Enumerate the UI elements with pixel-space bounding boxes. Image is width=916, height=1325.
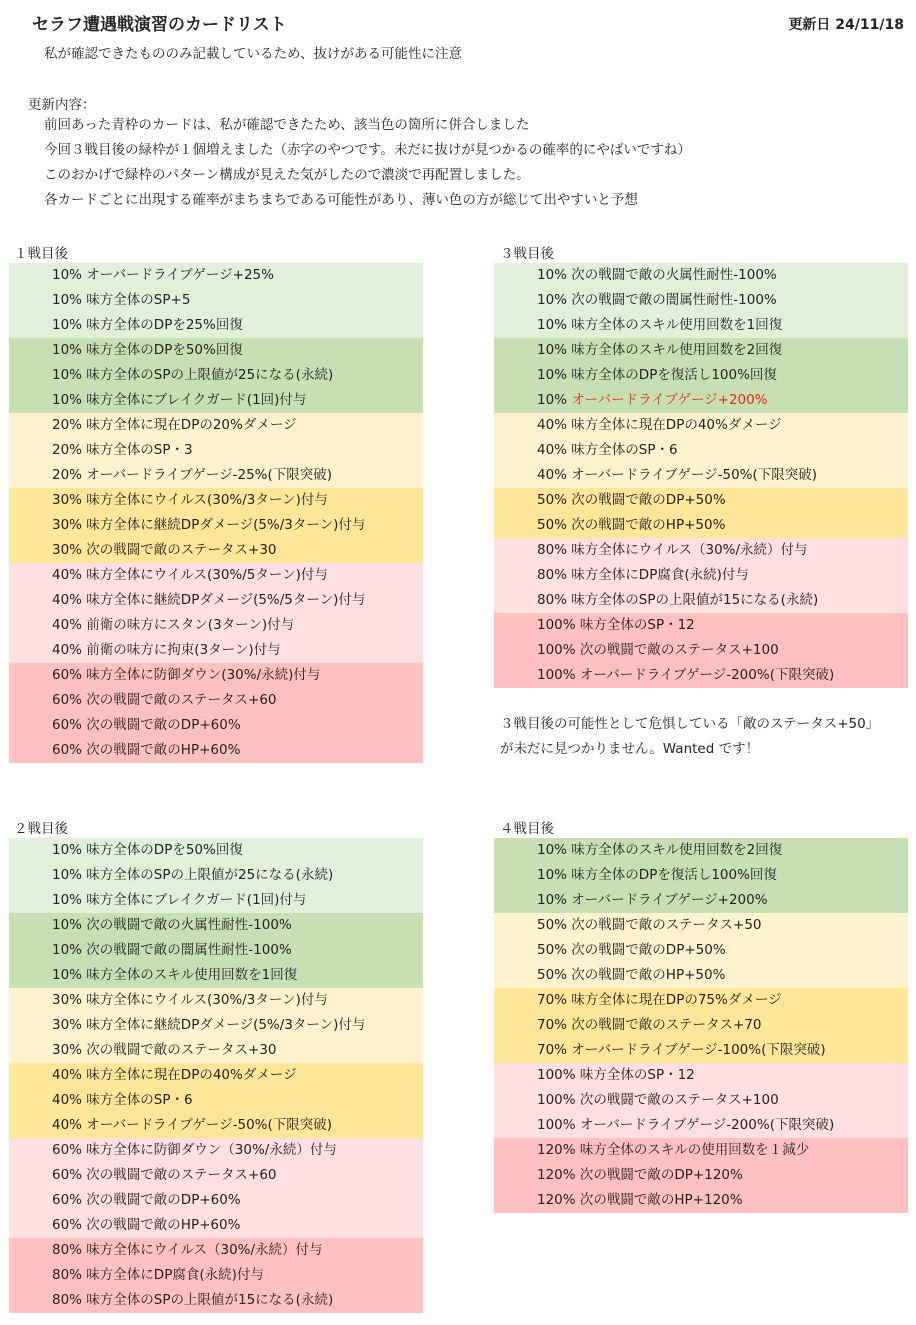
card-row: 80% 味方全体にウイルス（30%/永続）付与 [494,538,908,563]
card-row: 10% 味方全体のSPの上限値が25になる(永続) [9,863,423,888]
card-row: 60% 味方全体に防御ダウン(30%/永続)付与 [9,663,423,688]
note-item: 今回３戦目後の緑枠が１個増えました（赤字のやつです。未だに抜けが見つかるの確率的にやばいですね） [44,142,691,158]
card-list-battle-3 [494,263,908,688]
note-item: このおかげで緑枠のパターン構成が見えた気がしたので濃淡で再配置しました。 [44,167,530,183]
card-row: 30% 次の戦闘で敵のステータス+30 [9,1038,423,1063]
card-row: 60% 味方全体に防御ダウン（30%/永続）付与 [9,1138,423,1163]
note-item: 前回あった青枠のカードは、私が確認できたため、該当色の箇所に併合しました [44,117,530,133]
section-title-battle-2: ２戦目後 [14,821,68,837]
card-row: 100% オーバードライブゲージ-200%(下限突破) [494,1113,908,1138]
card-row: 100% 味方全体のSP・12 [494,1063,908,1088]
card-row: 30% 味方全体に継続DPダメージ(5%/3ターン)付与 [9,513,423,538]
card-row: 120% 次の戦闘で敵のHP+120% [494,1188,908,1213]
card-row: 40% 前衛の味方にスタン(3ターン)付与 [9,613,423,638]
card-row-highlighted [494,388,908,413]
card-row: 40% 味方全体のSP・6 [9,1088,423,1113]
notes-list [44,118,691,218]
card-row: 10% 味方全体のDPを50%回復 [9,838,423,863]
card-row: 10% 味方全体にブレイクガード(1回)付与 [9,888,423,913]
card-row: 40% 味方全体に現在DPの40%ダメージ [494,413,908,438]
card-row: 10% 味方全体のDPを25%回復 [9,313,423,338]
card-row: 50% 次の戦闘で敵のDP+50% [494,488,908,513]
card-row: 60% 次の戦闘で敵のステータス+60 [9,1163,423,1188]
remark-line: が未だに見つかりません。Wanted です！ [500,741,760,757]
card-list-battle-1 [9,263,423,763]
card-row: 120% 次の戦闘で敵のDP+120% [494,1163,908,1188]
card-row: 20% オーバードライブゲージ-25%(下限突破) [9,463,423,488]
card-row: 10% 次の戦闘で敵の火属性耐性-100% [9,913,423,938]
card-row: 100% 次の戦闘で敵のステータス+100 [494,638,908,663]
card-row: 80% 味方全体にウイルス（30%/永続）付与 [9,1238,423,1263]
card-row: 80% 味方全体にDP腐食(永続)付与 [494,563,908,588]
card-row: 70% 味方全体に現在DPの75%ダメージ [494,988,908,1013]
card-row: 10% 味方全体のDPを復活し100%回復 [494,363,908,388]
card-row: 80% 味方全体のSPの上限値が15になる(永続) [9,1288,423,1313]
card-row: 10% 味方全体のスキル使用回数を1回復 [494,313,908,338]
wanted-remark [500,712,910,762]
card-row: 60% 次の戦闘で敵のHP+60% [9,738,423,763]
card-row: 40% オーバードライブゲージ-50%(下限突破) [494,463,908,488]
card-row: 60% 次の戦闘で敵のDP+60% [9,1188,423,1213]
card-row: 10% 味方全体にブレイクガード(1回)付与 [9,388,423,413]
card-row: 80% 味方全体のSPの上限値が15になる(永続) [494,588,908,613]
card-row: 30% 次の戦闘で敵のステータス+30 [9,538,423,563]
card-row: 40% 味方全体に現在DPの40%ダメージ [9,1063,423,1088]
card-row: 10% 味方全体のDPを50%回復 [9,338,423,363]
section-title-battle-4: ４戦目後 [500,821,554,837]
card-row: 20% 味方全体に現在DPの20%ダメージ [9,413,423,438]
card-row: 60% 次の戦闘で敵のHP+60% [9,1213,423,1238]
card-row: 10% 次の戦闘で敵の闇属性耐性-100% [494,288,908,313]
card-row: 120% 味方全体のスキルの使用回数を１減少 [494,1138,908,1163]
card-row: 10% オーバードライブゲージ+25% [9,263,423,288]
note-item: 各カードごとに出現する確率がまちまちである可能性があり、薄い色の方が総じて出やすいと予想 [44,192,638,208]
card-row: 10% オーバードライブゲージ+200% [494,888,908,913]
card-row: 50% 次の戦闘で敵のDP+50% [494,938,908,963]
card-row: 30% 味方全体にウイルス(30%/3ターン)付与 [9,988,423,1013]
card-row: 40% 味方全体のSP・6 [494,438,908,463]
card-row: 60% 次の戦闘で敵のDP+60% [9,713,423,738]
card-row: 40% 前衛の味方に拘束(3ターン)付与 [9,638,423,663]
card-row: 70% 次の戦闘で敵のステータス+70 [494,1013,908,1038]
card-row: 10% 次の戦闘で敵の闇属性耐性-100% [9,938,423,963]
card-row: 10% 味方全体のスキル使用回数を2回復 [494,838,908,863]
updated-date: 更新日 24/11/18 [788,17,904,33]
card-row: 10% 味方全体のSPの上限値が25になる(永続) [9,363,423,388]
card-row: 40% 味方全体にウイルス(30%/5ターン)付与 [9,563,423,588]
section-title-battle-1: １戦目後 [14,246,68,262]
notes-heading: 更新内容： [28,97,96,113]
card-row: 10% 味方全体のスキル使用回数を1回復 [9,963,423,988]
card-row: 50% 次の戦闘で敵のHP+50% [494,513,908,538]
card-row: 10% 味方全体のSP+5 [9,288,423,313]
card-row: 20% 味方全体のSP・3 [9,438,423,463]
card-row: 30% 味方全体に継続DPダメージ(5%/3ターン)付与 [9,1013,423,1038]
card-list-battle-4 [494,838,908,1213]
page-title: セラフ遭遇戦演習のカードリスト [32,15,287,35]
card-row: 10% 次の戦闘で敵の火属性耐性-100% [494,263,908,288]
card-row: 40% オーバードライブゲージ-50%(下限突破) [9,1113,423,1138]
card-row: 50% 次の戦闘で敵のステータス+50 [494,913,908,938]
card-row: 10% 味方全体のスキル使用回数を2回復 [494,338,908,363]
page-subtitle: 私が確認できたもののみ記載しているため、抜けがある可能性に注意 [44,46,462,62]
card-row: 100% 次の戦闘で敵のステータス+100 [494,1088,908,1113]
card-row: 50% 次の戦闘で敵のHP+50% [494,963,908,988]
card-row: 100% 味方全体のSP・12 [494,613,908,638]
card-row: 40% 味方全体に継続DPダメージ(5%/5ターン)付与 [9,588,423,613]
card-row: 10% 味方全体のDPを復活し100%回復 [494,863,908,888]
remark-line: ３戦目後の可能性として危惧している「敵のステータス+50」 [500,716,880,732]
card-row: 70% オーバードライブゲージ-100%(下限突破) [494,1038,908,1063]
section-title-battle-3: ３戦目後 [500,246,554,262]
card-row: 100% オーバードライブゲージ-200%(下限突破) [494,663,908,688]
card-row-prefix: 10% [537,392,572,408]
card-row: 60% 次の戦闘で敵のステータス+60 [9,688,423,713]
highlight-text: オーバードライブゲージ+200% [571,392,768,408]
card-row: 30% 味方全体にウイルス(30%/3ターン)付与 [9,488,423,513]
card-row: 80% 味方全体にDP腐食(永続)付与 [9,1263,423,1288]
card-list-battle-2 [9,838,423,1313]
